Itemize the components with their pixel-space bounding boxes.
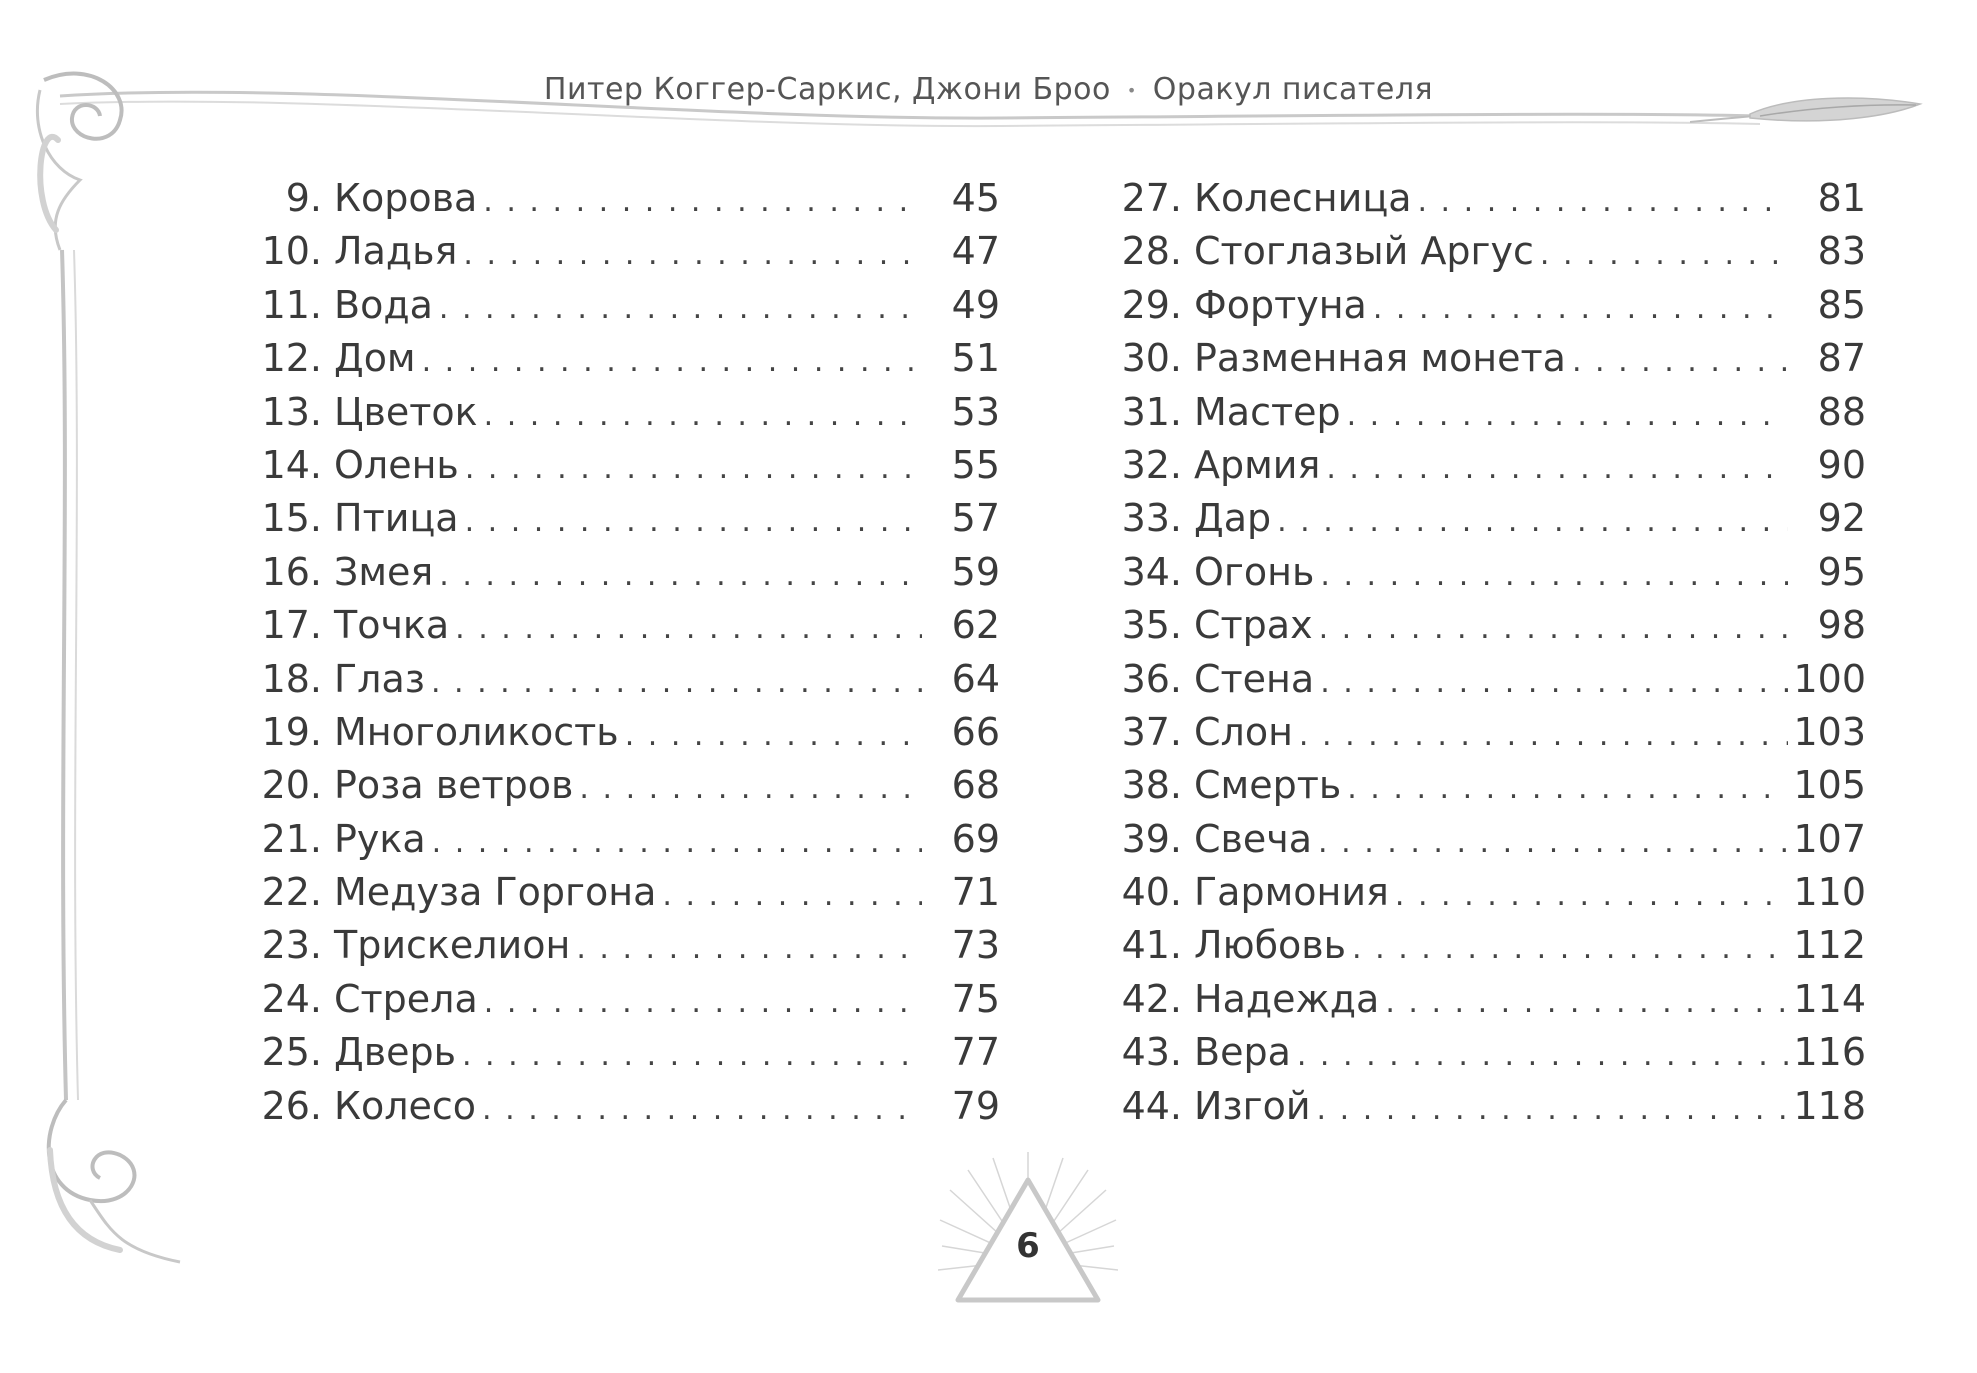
page-number: 6 — [1016, 1226, 1040, 1266]
toc-entry-number: 36. — [1121, 656, 1182, 701]
toc-entry — [240, 923, 1000, 976]
toc-entry-number: 33. — [1121, 496, 1182, 541]
toc-dot-leader — [656, 878, 922, 913]
toc-entry-number: 22. — [261, 870, 322, 915]
toc-dot-leader — [426, 825, 922, 860]
toc-entry-page: 107 — [1793, 816, 1866, 861]
toc-entry-page: 112 — [1793, 923, 1866, 968]
toc-entry-number: 30. — [1121, 336, 1182, 381]
toc-dot-leader — [1389, 878, 1788, 913]
toc-entry-title: Цветок — [334, 389, 478, 434]
toc-dot-leader — [1411, 184, 1788, 219]
toc-entry-page: 57 — [951, 496, 1000, 541]
toc-entry-number: 26. — [261, 1083, 322, 1128]
toc-entry — [1100, 443, 1866, 496]
toc-entry-number: 31. — [1121, 389, 1182, 434]
toc-entry-page: 71 — [951, 870, 1000, 915]
toc-entry-number: 17. — [261, 603, 322, 648]
toc-entry-title: Смерть — [1194, 763, 1342, 808]
toc-entry — [1100, 923, 1866, 976]
toc-entry-number: 13. — [261, 389, 322, 434]
toc-dot-leader — [1534, 237, 1788, 272]
toc-entry-title: Глаз — [334, 656, 425, 701]
toc-entry-title: Надежда — [1194, 976, 1380, 1021]
toc-entry-title: Дар — [1194, 496, 1272, 541]
toc-entry — [240, 176, 1000, 229]
toc-entry — [1100, 229, 1866, 282]
toc-dot-leader — [478, 985, 922, 1020]
toc-entry-number: 20. — [261, 763, 322, 808]
toc-entry-number: 14. — [261, 442, 322, 487]
toc-dot-leader — [456, 1038, 922, 1073]
toc-entry-page: 85 — [1817, 282, 1866, 327]
toc-entry-page: 73 — [951, 923, 1000, 968]
toc-entry — [1100, 176, 1866, 229]
toc-entry-title: Гармония — [1194, 870, 1389, 915]
header-book-title: Оракул писателя — [1152, 72, 1434, 107]
toc-dot-leader — [478, 398, 922, 433]
toc-entry — [240, 550, 1000, 603]
toc-entry-page: 90 — [1817, 442, 1866, 487]
toc-entry-title: Вода — [334, 282, 433, 327]
toc-entry-number: 34. — [1121, 549, 1182, 594]
toc-entry-number: 25. — [261, 1030, 322, 1075]
toc-dot-leader — [1566, 344, 1788, 379]
toc-entry-number: 41. — [1121, 923, 1182, 968]
toc-dot-leader — [1314, 665, 1788, 700]
toc-entry — [240, 1084, 1000, 1137]
running-header — [0, 72, 1977, 107]
toc-entry — [240, 283, 1000, 336]
toc-entry-page: 75 — [951, 976, 1000, 1021]
toc-entry-number: 12. — [261, 336, 322, 381]
toc-entry-title: Колесница — [1194, 176, 1412, 220]
toc-entry-page: 105 — [1793, 763, 1866, 808]
toc-entry — [240, 977, 1000, 1030]
toc-entry-page: 95 — [1817, 549, 1866, 594]
toc-entry — [240, 229, 1000, 282]
toc-entry-title: Стрела — [334, 976, 478, 1021]
toc-entry-page: 69 — [951, 816, 1000, 861]
toc-dot-leader — [1313, 611, 1788, 646]
toc-entry — [240, 496, 1000, 549]
toc-entry-number: 40. — [1121, 870, 1182, 915]
toc-dot-leader — [1367, 291, 1788, 326]
toc-entry — [240, 657, 1000, 710]
toc-entry-page: 45 — [951, 176, 1000, 220]
toc-dot-leader — [433, 558, 922, 593]
toc-entry — [1100, 283, 1866, 336]
toc-entry — [240, 336, 1000, 389]
toc-entry-title: Стена — [1194, 656, 1315, 701]
toc-entry-title: Птица — [334, 496, 459, 541]
toc-dot-leader — [449, 611, 922, 646]
toc-entry — [1100, 710, 1866, 763]
toc-entry-number: 27. — [1121, 176, 1182, 220]
toc-entry — [240, 817, 1000, 870]
toc-entry-page: 53 — [951, 389, 1000, 434]
toc-entry-title: Свеча — [1194, 816, 1313, 861]
toc-entry-page: 83 — [1817, 229, 1866, 274]
toc-dot-leader — [433, 291, 922, 326]
toc-entry-page: 64 — [951, 656, 1000, 701]
toc-entry-title: Трискелион — [334, 923, 571, 968]
toc-entry-title: Дом — [334, 336, 416, 381]
header-separator: • — [1126, 81, 1137, 100]
toc-dot-leader — [457, 237, 922, 272]
toc-dot-leader — [416, 344, 922, 379]
toc-entry-title: Слон — [1194, 709, 1293, 754]
toc-entry-number: 24. — [261, 976, 322, 1021]
toc-entry-number: 18. — [261, 656, 322, 701]
toc-entry-number: 15. — [261, 496, 322, 541]
toc-dot-leader — [1320, 451, 1788, 486]
toc-entry-number: 37. — [1121, 709, 1182, 754]
toc-entry-title: Любовь — [1194, 923, 1347, 968]
toc-entry-title: Изгой — [1194, 1083, 1311, 1128]
toc-entry-page: 118 — [1793, 1083, 1866, 1128]
toc-dot-leader — [1293, 718, 1788, 753]
toc-column-left — [240, 176, 1000, 1137]
toc-entry-title: Огонь — [1194, 549, 1315, 594]
toc-entry — [240, 870, 1000, 923]
toc-dot-leader — [476, 1092, 922, 1127]
toc-entry — [1100, 550, 1866, 603]
toc-dot-leader — [1341, 771, 1788, 806]
toc-entry-number: 32. — [1121, 442, 1182, 487]
toc-entry-number: 44. — [1121, 1083, 1182, 1128]
toc-entry-title: Колесо — [334, 1083, 477, 1128]
toc-dot-leader — [573, 771, 922, 806]
toc-entry — [240, 763, 1000, 816]
toc-entry-title: Ладья — [334, 229, 458, 274]
toc-entry-page: 77 — [951, 1030, 1000, 1075]
toc-dot-leader — [1312, 825, 1788, 860]
toc-entry-page: 103 — [1793, 709, 1866, 754]
toc-entry-page: 116 — [1793, 1030, 1866, 1075]
toc-entry — [240, 710, 1000, 763]
toc-entry — [1100, 336, 1866, 389]
toc-entry — [1100, 496, 1866, 549]
toc-entry-number: 10. — [261, 229, 322, 274]
toc-entry-number: 23. — [261, 923, 322, 968]
toc-entry-page: 88 — [1817, 389, 1866, 434]
toc-entry-number: 21. — [261, 816, 322, 861]
toc-entry-number: 39. — [1121, 816, 1182, 861]
toc-entry-number: 42. — [1121, 976, 1182, 1021]
toc-entry-title: Точка — [334, 603, 450, 648]
toc-entry-title: Фортуна — [1194, 282, 1367, 327]
toc-entry-number: 38. — [1121, 763, 1182, 808]
toc-entry-number: 16. — [261, 549, 322, 594]
toc-dot-leader — [1271, 504, 1788, 539]
toc-entry-page: 59 — [951, 549, 1000, 594]
toc-entry-title: Стоглазый Аргус — [1194, 229, 1534, 274]
toc-entry-page: 79 — [951, 1083, 1000, 1128]
toc-entry-title: Рука — [334, 816, 426, 861]
toc-entry-title: Корова — [334, 176, 478, 220]
toc-entry-title: Вера — [1194, 1030, 1291, 1075]
toc-entry-page: 100 — [1793, 656, 1866, 701]
toc-entry-title: Разменная монета — [1194, 336, 1566, 381]
toc-dot-leader — [1379, 985, 1788, 1020]
toc-entry — [1100, 817, 1866, 870]
toc-entry — [1100, 977, 1866, 1030]
toc-entry — [240, 603, 1000, 656]
toc-entry-page: 87 — [1817, 336, 1866, 381]
header-authors: Питер Коггер-Саркис, Джони Броо — [543, 72, 1111, 107]
toc-dot-leader — [1314, 558, 1788, 593]
toc-entry-title: Армия — [1194, 442, 1321, 487]
toc-entry-title: Многоликость — [334, 709, 619, 754]
toc-dot-leader — [459, 451, 922, 486]
toc-entry-number: 11. — [261, 282, 322, 327]
page-number-emblem — [938, 1150, 1118, 1330]
toc-entry — [240, 443, 1000, 496]
toc-entry-title: Змея — [334, 549, 434, 594]
toc-dot-leader — [477, 184, 922, 219]
toc-entry-number: 35. — [1121, 603, 1182, 648]
toc-entry-title: Роза ветров — [334, 763, 574, 808]
toc-entry-number: 19. — [261, 709, 322, 754]
toc-entry-page: 81 — [1817, 176, 1866, 220]
toc-entry — [240, 1030, 1000, 1083]
toc-entry-number: 9. — [285, 176, 322, 220]
toc-entry-title: Дверь — [334, 1030, 456, 1075]
toc-entry — [1100, 657, 1866, 710]
toc-entry-title: Мастер — [1194, 389, 1341, 434]
toc-entry-page: 49 — [951, 282, 1000, 327]
toc-entry-title: Олень — [334, 442, 459, 487]
toc-dot-leader — [1291, 1038, 1788, 1073]
toc-entry-page: 92 — [1817, 496, 1866, 541]
toc-dot-leader — [459, 504, 922, 539]
toc-entry-page: 51 — [951, 336, 1000, 381]
toc-entry — [240, 390, 1000, 443]
toc-dot-leader — [425, 665, 922, 700]
toc-entry — [1100, 870, 1866, 923]
toc-entry — [1100, 603, 1866, 656]
toc-entry-page: 114 — [1793, 976, 1866, 1021]
toc-entry-number: 43. — [1121, 1030, 1182, 1075]
toc-column-right — [1100, 176, 1866, 1137]
toc-entry-page: 98 — [1817, 603, 1866, 648]
toc-entry-page: 110 — [1793, 870, 1866, 915]
toc-dot-leader — [619, 718, 922, 753]
toc-entry-title: Страх — [1194, 603, 1313, 648]
toc-entry — [1100, 1084, 1866, 1137]
toc-entry — [1100, 1030, 1866, 1083]
toc-dot-leader — [570, 931, 922, 966]
toc-dot-leader — [1341, 398, 1788, 433]
toc-entry-page: 47 — [951, 229, 1000, 274]
toc-entry-number: 28. — [1121, 229, 1182, 274]
toc-entry — [1100, 390, 1866, 443]
toc-entry-page: 68 — [951, 763, 1000, 808]
toc-entry-page: 62 — [951, 603, 1000, 648]
toc-entry-title: Медуза Горгона — [334, 870, 657, 915]
toc-entry-page: 55 — [951, 442, 1000, 487]
toc-entry-number: 29. — [1121, 282, 1182, 327]
toc-entry-page: 66 — [951, 709, 1000, 754]
toc-dot-leader — [1311, 1092, 1788, 1127]
toc-dot-leader — [1346, 931, 1788, 966]
toc-entry — [1100, 763, 1866, 816]
